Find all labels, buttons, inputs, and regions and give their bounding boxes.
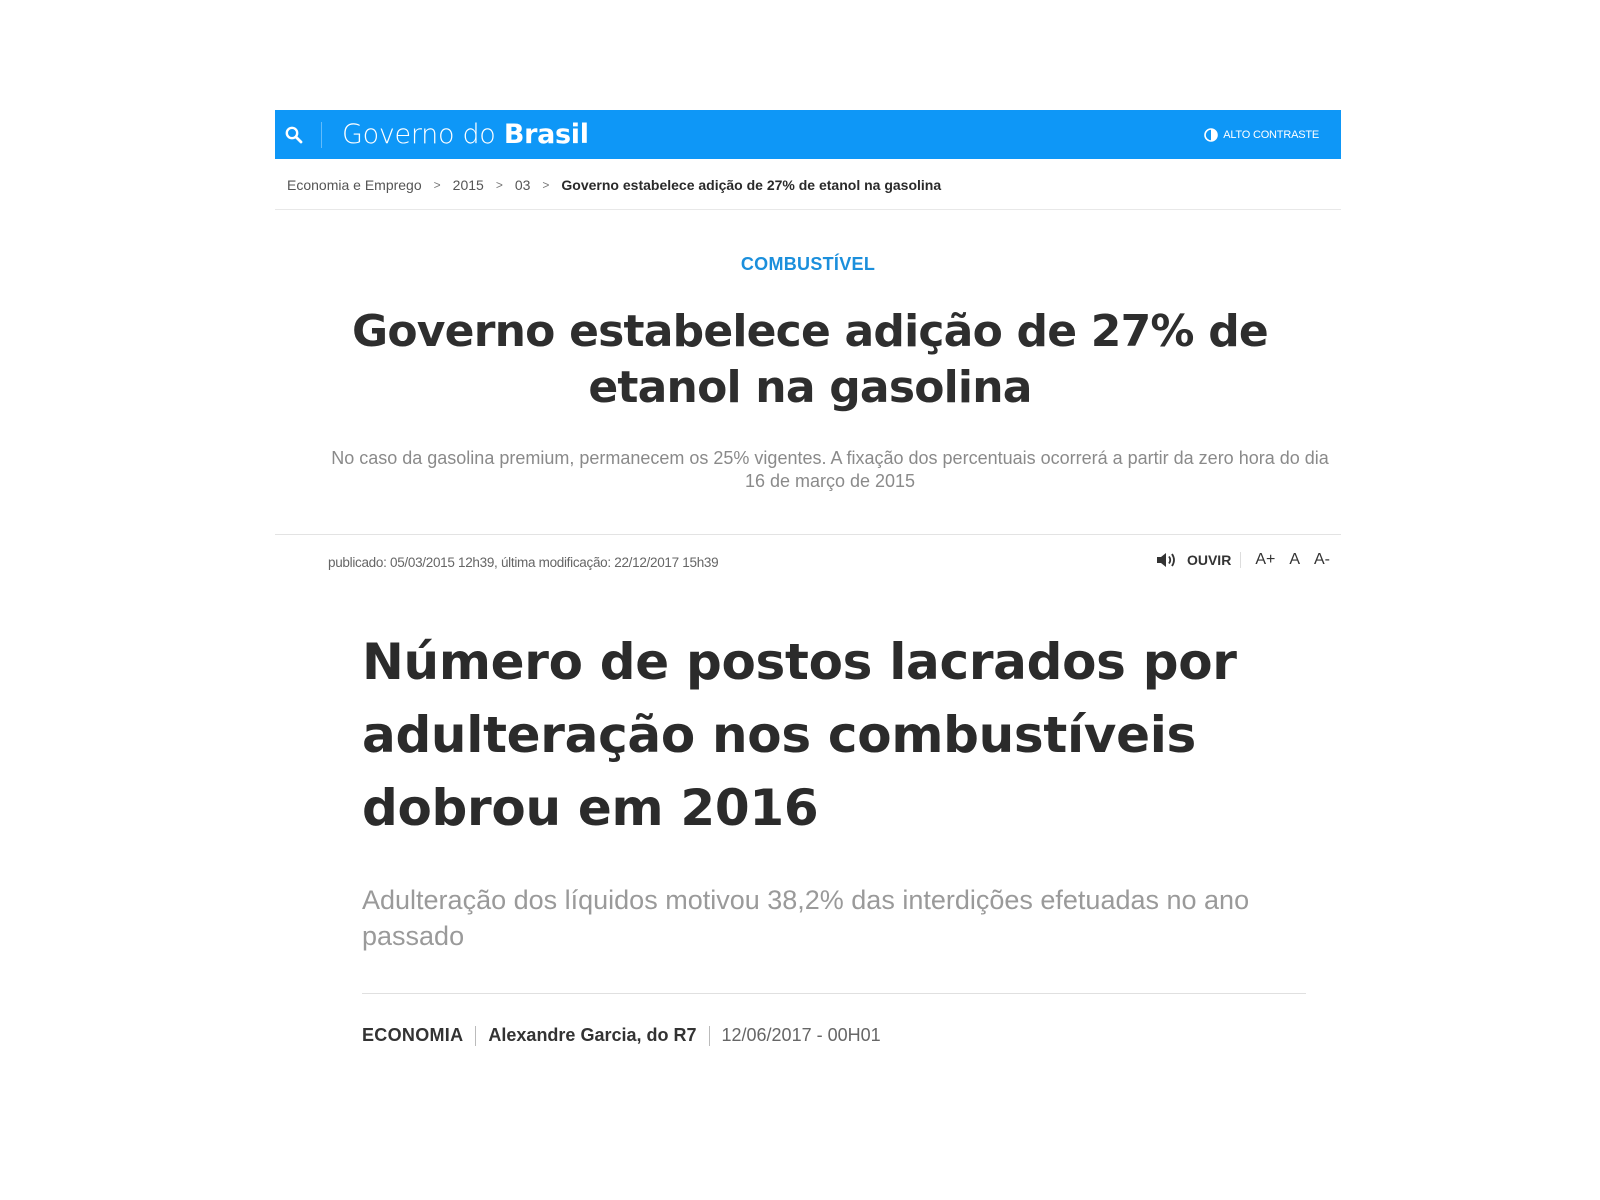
site-title[interactable]	[342, 119, 589, 150]
breadcrumb-item-year[interactable]: 2015	[452, 176, 484, 193]
byline-separator	[475, 1026, 476, 1046]
site-title-bold: Brasil	[503, 119, 589, 150]
font-reset-button[interactable]: A	[1289, 551, 1300, 568]
breadcrumb-separator: >	[542, 177, 550, 192]
breadcrumb-item-month[interactable]: 03	[514, 176, 531, 193]
font-increase-button[interactable]: A+	[1255, 551, 1276, 568]
gov-article-lead: No caso da gasolina premium, permanecem os 25% vigentes. A fixação dos percentuais ocorrerá a partir da zero hora do dia 16 de março de 2015	[331, 448, 1329, 491]
breadcrumb	[275, 160, 1341, 210]
contrast-icon	[1204, 128, 1218, 142]
listen-button[interactable]	[1156, 552, 1241, 568]
breadcrumb-separator: >	[433, 177, 441, 192]
header-divider	[321, 122, 322, 148]
r7-article-lead: Adulteração dos líquidos motivou 38,2% das interdições efetuadas no ano passado	[362, 885, 1250, 951]
search-icon[interactable]	[277, 110, 311, 159]
article-kicker: COMBUSTÍVEL	[740, 254, 876, 274]
high-contrast-label: ALTO CONTRASTE	[1223, 128, 1319, 141]
breadcrumb-current: Governo estabelece adição de 27% de etanol na gasolina	[561, 176, 942, 193]
breadcrumb-separator: >	[495, 177, 503, 192]
r7-author: Alexandre Garcia, do R7	[488, 1025, 697, 1045]
article-tools	[1156, 551, 1330, 569]
meta-divider	[275, 534, 1341, 535]
gov-header-bar	[275, 110, 1341, 159]
r7-divider	[362, 993, 1306, 994]
byline-separator	[709, 1026, 710, 1046]
site-title-light: Governo do	[342, 119, 504, 150]
listen-label: OUVIR	[1186, 552, 1232, 568]
published-meta: publicado: 05/03/2015 12h39, última modificação: 22/12/2017 15h39	[328, 555, 719, 570]
high-contrast-toggle[interactable]	[1204, 128, 1319, 142]
r7-section-link[interactable]: ECONOMIA	[362, 1025, 464, 1045]
r7-date: 12/06/2017 - 00H01	[721, 1025, 881, 1045]
r7-article-headline: Número de postos lacrados por adulteração nos combustíveis dobrou em 2016	[362, 633, 1237, 837]
speaker-icon	[1156, 552, 1178, 568]
font-decrease-button[interactable]: A-	[1314, 551, 1330, 568]
gov-article-headline: Governo estabelece adição de 27% de etanol na gasolina	[352, 306, 1268, 413]
breadcrumb-item-economia[interactable]: Economia e Emprego	[287, 176, 422, 193]
r7-byline	[362, 1025, 881, 1046]
